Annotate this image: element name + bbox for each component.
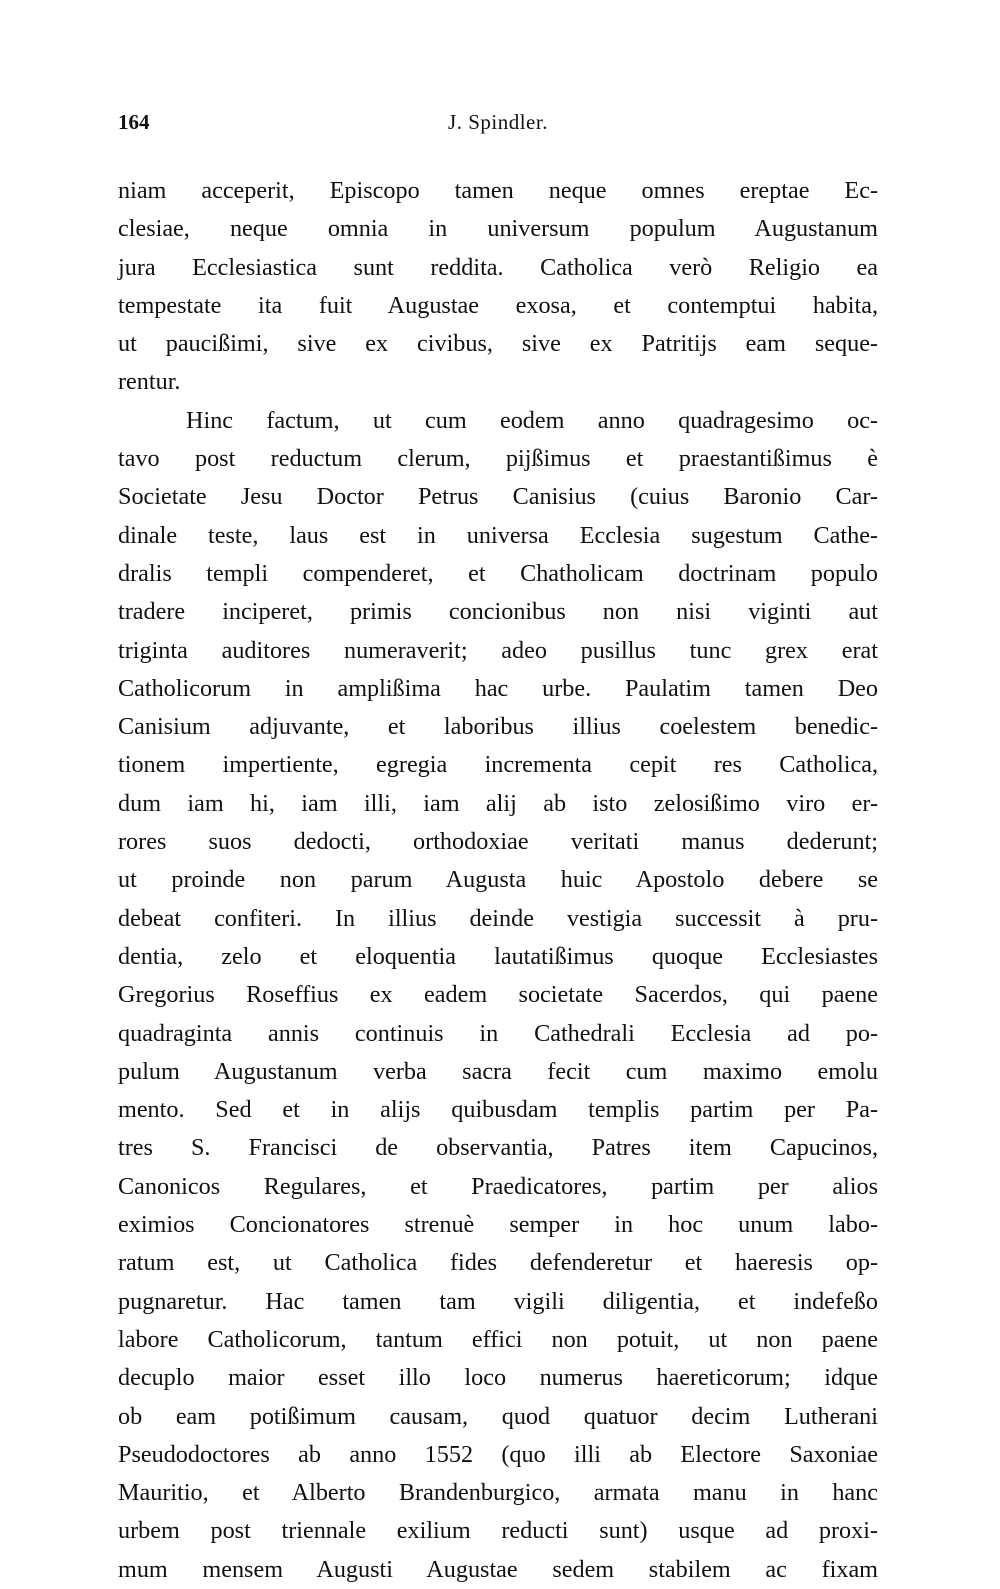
text-line: clesiae, neque omnia in universum populum Augustanum [118, 215, 878, 243]
text-line: Canonicos Regulares, et Praedicatores, partim per alios [118, 1172, 878, 1200]
text-line: Gregorius Roseffius ex eadem societate Sacerdos, qui paene [118, 981, 878, 1009]
text-line: Catholicorum in amplißima hac urbe. Paulatim tamen Deo [118, 674, 878, 702]
text-line: Canisium adjuvante, et laboribus illius coelestem benedic- [118, 713, 878, 741]
text-line: niam acceperit, Episcopo tamen neque omnes ereptae Ec- [118, 177, 878, 204]
text-line: tempestate ita fuit Augustae exosa, et contemptui habita, [118, 291, 878, 319]
text-line: tionem impertiente, egregia incrementa cepit res Catholica, [118, 751, 878, 779]
text-line: Pseudodoctores ab anno 1552 (quo illi ab Electore Saxoniae [118, 1440, 878, 1468]
text-line: dentia, zelo et eloquentia lautatißimus quoque Ecclesiastes [118, 942, 878, 970]
text-line: decuplo maior esset illo loco numerus haereticorum; idque [118, 1364, 878, 1392]
text-line: eximios Concionatores strenuè semper in hoc unum labo- [118, 1211, 878, 1239]
running-head [118, 110, 878, 142]
text-line: pugnaretur. Hac tamen tam vigili diligentia, et indefeßo [118, 1287, 878, 1315]
text-line: quadraginta annis continuis in Cathedrali Ecclesia ad po- [118, 1019, 878, 1047]
text-line: tavo post reductum clerum, pijßimus et praestantißimus è [118, 445, 878, 473]
text-line: Mauritio, et Alberto Brandenburgico, armata manu in hanc [118, 1479, 878, 1507]
text-line: Societate Jesu Doctor Petrus Canisius (cuius Baronio Car- [118, 483, 878, 511]
text-line: labore Catholicorum, tantum effici non potuit, ut non paene [118, 1325, 878, 1353]
text-line: jura Ecclesiastica sunt reddita. Catholica verò Religio ea [118, 253, 878, 281]
text-line: mento. Sed et in alijs quibusdam templis partim per Pa- [118, 1096, 878, 1124]
page-number: 164 [118, 110, 150, 134]
text-line: rentur. [118, 368, 181, 396]
text-line: ut paucißimi, sive ex civibus, sive ex Patritijs eam seque- [118, 330, 878, 358]
running-head-author: J. Spindler. [448, 110, 548, 134]
text-line: debeat confiteri. In illius deinde vestigia successit à pru- [118, 904, 878, 932]
text-line: triginta auditores numeraverit; adeo pusillus tunc grex erat [118, 636, 878, 664]
text-line: pulum Augustanum verba sacra fecit cum maximo emolu [118, 1057, 878, 1085]
text-line: urbem post triennale exilium reducti sunt) usque ad proxi- [118, 1517, 878, 1545]
text-line: tres S. Francisci de observantia, Patres item Capucinos, [118, 1134, 878, 1162]
paragraph-start-line: Hinc factum, ut cum eodem anno quadragesimo oc- [186, 406, 878, 434]
text-line: ratum est, ut Catholica fides defenderetur et haeresis op- [118, 1249, 878, 1277]
text-line: ob eam potißimum causam, quod quatuor decim Lutherani [118, 1402, 878, 1430]
text-line: dinale teste, laus est in universa Ecclesia sugestum Cathe- [118, 521, 878, 549]
text-line: rores suos dedocti, orthodoxiae veritati manus dederunt; [118, 828, 878, 856]
text-line: dralis templi compenderet, et Chatholicam doctrinam populo [118, 559, 878, 587]
text-line: tradere inciperet, primis concionibus non nisi viginti aut [118, 598, 878, 626]
text-line: ut proinde non parum Augusta huic Apostolo debere se [118, 866, 878, 894]
body-text [118, 172, 878, 1589]
text-line: dum iam hi, iam illi, iam alij ab isto zelosißimo viro er- [118, 789, 878, 817]
text-line: mum mensem Augusti Augustae sedem stabilem ac fixam [118, 1555, 878, 1583]
